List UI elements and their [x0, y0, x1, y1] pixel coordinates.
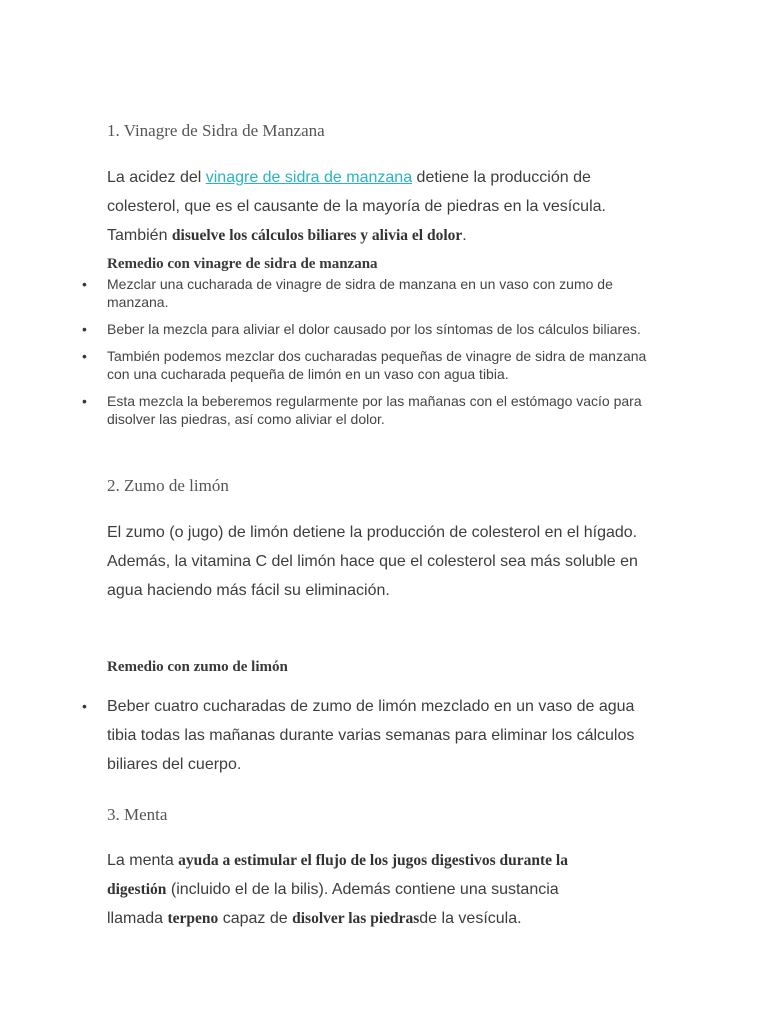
section-3-title: 3. Menta [107, 805, 168, 824]
list-item [0, 392, 667, 428]
section-1-paragraph [107, 163, 637, 250]
section-1-text-a: La acidez del [107, 169, 206, 186]
section-3-text-a: La menta [107, 852, 179, 869]
list-item-text: Beber la mezcla para aliviar el dolor causado por los síntomas de los cálculos biliares. [107, 321, 641, 337]
bullet-icon: • [82, 393, 87, 409]
section-1-text-b: detiene la producción de colesterol, que es el causante de la mayoría de piedras en la vesícula. También [107, 169, 606, 244]
bullet-icon: • [82, 321, 87, 337]
section-3-bold-2: terpeno [167, 910, 219, 927]
section-3-bold-1: ayuda a estimular el flujo de los jugos digestivos durante la digestión [107, 852, 568, 898]
bullet-icon: • [82, 348, 87, 364]
list-item [0, 275, 667, 311]
section-1-title: 1. Vinagre de Sidra de Manzana [107, 121, 325, 140]
list-item-text: Esta mezcla la beberemos regularmente por las mañanas con el estómago vacío para disolver las piedras, así como aliviar el dolor. [107, 393, 642, 427]
list-item [0, 347, 667, 383]
section-1-text-c: . [462, 227, 467, 244]
bullet-icon: • [82, 698, 87, 714]
list-item [0, 692, 652, 779]
section-3-paragraph [107, 846, 607, 933]
apple-cider-vinegar-link[interactable]: vinagre de sidra de manzana [205, 169, 413, 186]
list-item-text: Beber cuatro cucharadas de zumo de limón mezclado en un vaso de agua tibia todas las mañanas durante varias semanas para eliminar los cálculos biliares del cuerpo. [107, 698, 635, 773]
section-2-paragraph: El zumo (o jugo) de limón detiene la producción de colesterol en el hígado. Además, la vitamina C del limón hace que el colesterol sea más soluble en agua haciendo más fácil su eliminación. [107, 524, 638, 599]
section-2-title: 2. Zumo de limón [107, 476, 229, 495]
section-1-remedy-title: Remedio con vinagre de sidra de manzana [107, 256, 378, 272]
section-3-text-d: de la vesícula. [419, 910, 522, 927]
section-3-text-c: capaz de [218, 910, 293, 927]
section-3-text-b: (incluido el de la bilis). Además contiene una sustancia llamada [107, 881, 559, 927]
section-1-remedy-list [0, 275, 768, 437]
section-2-remedy-title: Remedio con zumo de limón [107, 659, 288, 675]
section-2-remedy-list [0, 692, 768, 779]
section-3-bold-3: disolver las piedras [292, 910, 420, 927]
bullet-icon: • [82, 276, 87, 292]
list-item [0, 320, 667, 338]
section-1-bold-text: disuelve los cálculos biliares y alivia el dolor [171, 227, 463, 244]
list-item-text: Mezclar una cucharada de vinagre de sidra de manzana en un vaso con zumo de manzana. [107, 276, 613, 310]
list-item-text: También podemos mezclar dos cucharadas pequeñas de vinagre de sidra de manzana con una cucharada pequeña de limón en un vaso con agua tibia. [107, 348, 647, 382]
